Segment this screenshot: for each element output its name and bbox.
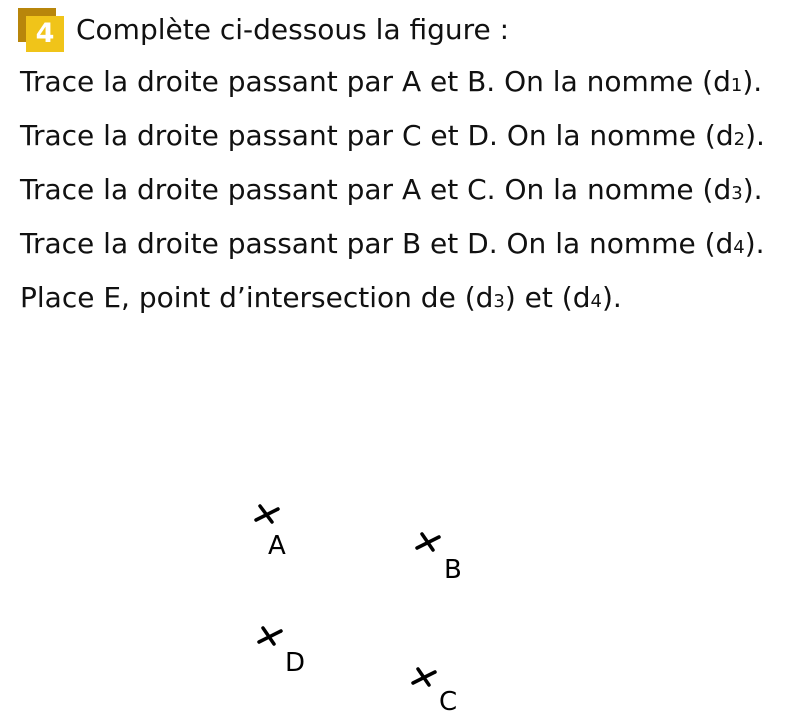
point-label-c: C (439, 687, 458, 717)
point-label-a: A (268, 531, 286, 561)
exercise-header (18, 8, 509, 52)
geometry-figure (0, 470, 803, 726)
instruction-text: Trace la droite passant par B et D. On la nomme (d (20, 227, 734, 260)
instruction-end: ). (742, 65, 763, 98)
instruction-end: ). (742, 173, 763, 206)
instruction-line (20, 64, 790, 104)
instruction-text: ) et (d (504, 281, 591, 314)
point-label-b: B (444, 555, 462, 585)
cross-mark-icon (413, 669, 435, 685)
cross-mark-icon (256, 506, 278, 522)
point-a (256, 506, 286, 561)
point-label-d: D (285, 648, 306, 678)
point-c (413, 669, 457, 717)
instruction-line (20, 226, 790, 266)
line-index: 4 (590, 291, 602, 312)
instruction-end: ). (745, 119, 765, 152)
instruction-text: Trace la droite passant par A et C. On la nomme (d (20, 173, 732, 206)
point-d (259, 628, 305, 678)
instruction-end: ). (744, 227, 765, 260)
point-b (417, 534, 462, 585)
cross-mark-icon (259, 628, 281, 644)
instruction-list (20, 64, 790, 334)
instruction-line (20, 172, 790, 212)
exercise-number: 4 (26, 16, 64, 52)
instruction-text: Place E, point d’intersection de (d (20, 281, 494, 314)
line-index: 4 (733, 237, 745, 258)
line-index: 3 (493, 291, 505, 312)
cross-mark-icon (417, 534, 439, 550)
instruction-text: Trace la droite passant par A et B. On la nomme (d (20, 65, 731, 98)
line-index: 1 (730, 75, 743, 96)
line-index: 3 (731, 183, 743, 204)
line-index: 2 (733, 129, 746, 150)
exercise-number-badge (18, 8, 64, 52)
final-instruction (20, 280, 790, 320)
exercise-title: Complète ci-dessous la figure : (76, 13, 510, 46)
instruction-line (20, 118, 790, 158)
instruction-text: Trace la droite passant par C et D. On la nomme (d (20, 119, 734, 152)
instruction-end: ). (601, 281, 622, 314)
